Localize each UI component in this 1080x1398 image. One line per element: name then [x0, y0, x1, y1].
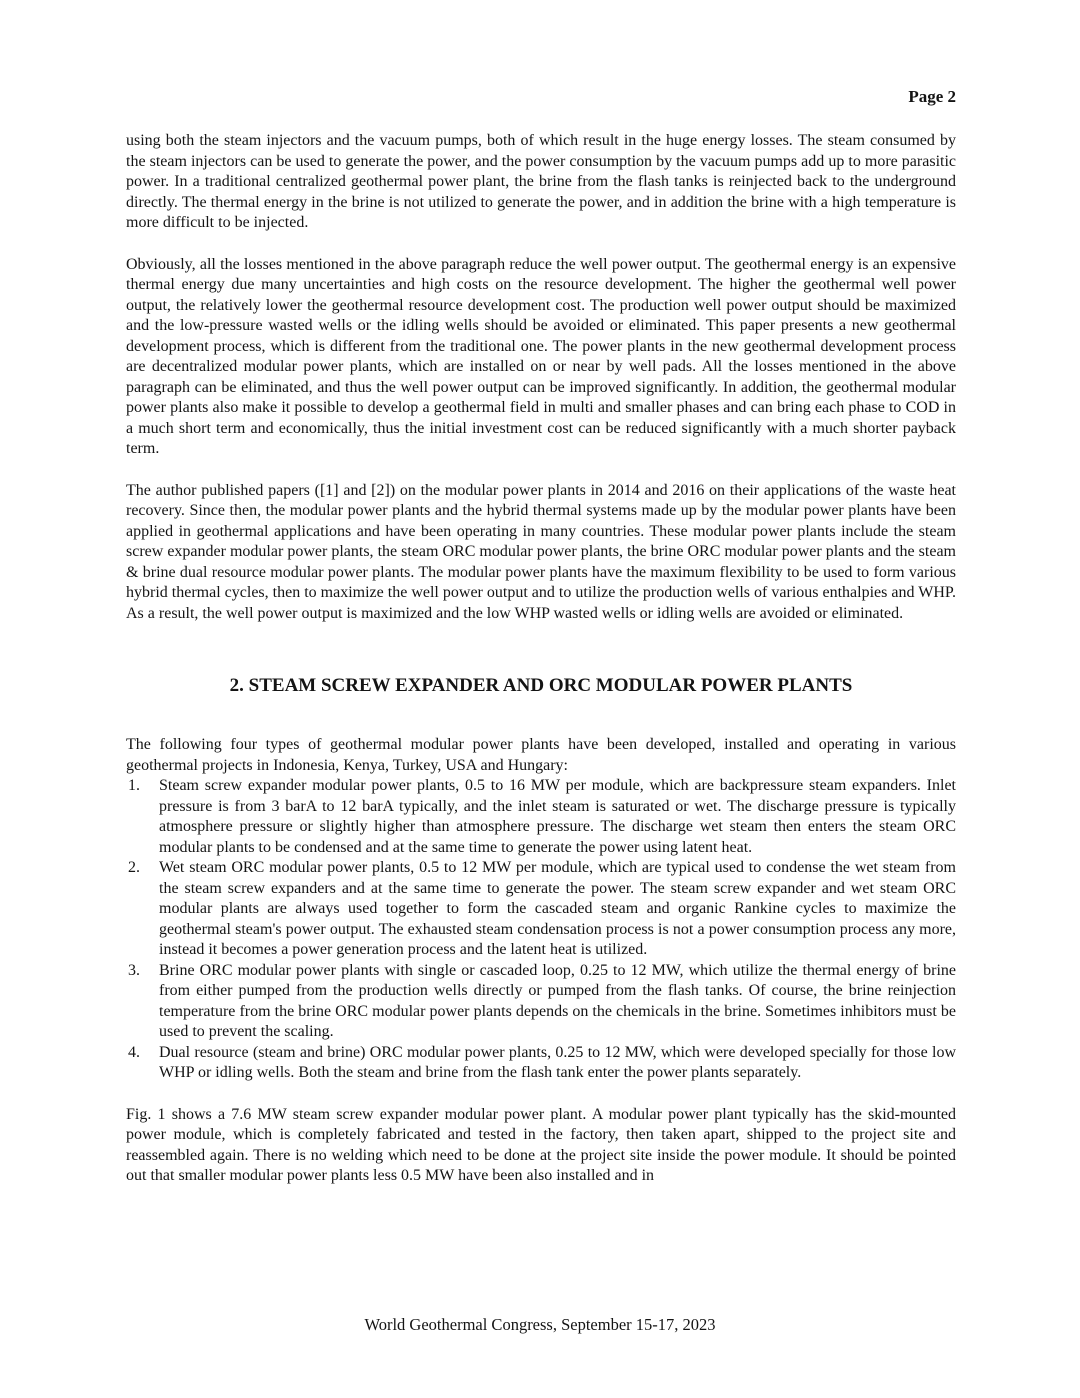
paragraph-fig1: Fig. 1 shows a 7.6 MW steam screw expander modular power plant. A modular power plant typically has the skid-mounted power module, which is completely fabricated and tested in the factory, then taken apart, shipped to the project site and reassembled again. There is no welding which need to be done at the project site inside the power module. It should be pointed out that smaller modular power plants less 0.5 MW have been also installed and in: [126, 1105, 956, 1184]
list-item-text: Brine ORC modular power plants with single or cascaded loop, 0.25 to 12 MW, which utilize the thermal energy of brine from either pumped from the production wells directly or pumped from the flash tanks. Of course, the brine reinjection temperature from the brine ORC modular power plants depends on the chemicals in the brine. Sometimes inhibitors must be used to prevent the scaling.: [159, 961, 956, 1040]
list-item-number: 4.: [128, 1043, 140, 1061]
list-item: [126, 776, 956, 858]
list-item-number: 1.: [128, 777, 140, 794]
list-item-text: Steam screw expander modular power plants, 0.5 to 16 MW per module, which are backpressure steam expanders. Inlet pressure is from 3 barA to 12 barA typically, and the inlet steam is saturated or wet. The discharge pressure is typically atmosphere pressure or slightly higher than atmosphere pressure. The discharge wet steam then enters the steam ORC modular plants to be condensed and at the same time to generate the power using latent heat.: [159, 777, 956, 856]
list-item-number: 2.: [128, 859, 140, 876]
page-number-header: Page 2: [908, 87, 956, 106]
page-content: [126, 0, 956, 1187]
list-item-text: Wet steam ORC modular power plants, 0.5 to 12 MW per module, which are typical used to condense the wet steam from the steam screw expanders and at the same time to generate the power. The steam screw expander and wet steam ORC modular plants are always used together to form the cascaded steam and organic Rankine cycles to maximize the geothermal steam's power output. The exhausted steam condensation process is not a power consumption process any more, instead it becomes a power generation process and the latent heat is utilized.: [159, 859, 956, 958]
list-item-text: Dual resource (steam and brine) ORC modular power plants, 0.25 to 12 MW, which were developed specially for those low WHP or idling wells. Both the steam and brine from the flash tank enter the power plants separately.: [159, 1043, 956, 1081]
numbered-list: [126, 776, 956, 1084]
paragraph-continuation: using both the steam injectors and the vacuum pumps, both of which result in the huge energy losses. The steam consumed by the steam injectors can be used to generate the power, and the power consumption by the vacuum pumps add up to more parasitic power. In a traditional centralized geothermal power plant, the brine from the flash tanks is reinjected back to the underground directly. The thermal energy in the brine is not utilized to generate the power, and in addition the brine with a high temperature is more difficult to be injected.: [126, 132, 956, 231]
list-item: [126, 1043, 956, 1084]
list-item: [126, 858, 956, 961]
list-item: [126, 961, 956, 1043]
section-heading: 2. STEAM SCREW EXPANDER AND ORC MODULAR POWER PLANTS: [229, 675, 853, 696]
list-item-number: 3.: [128, 961, 140, 979]
footer-conference-line: World Geothermal Congress, September 15-17, 2023: [364, 1315, 716, 1334]
paragraph-losses: Obviously, all the losses mentioned in the above paragraph reduce the well power output. The geothermal energy is an expensive thermal energy due many uncertainties and high costs on the resource development. The higher the geothermal well power output, the relatively lower the geothermal resource development cost. The production well power output should be maximized and the low-pressure wasted wells or the idling wells should be avoided or eliminated. This paper presents a new geothermal development process, which is different from the traditional one. The power plants in the new geothermal development process are decentralized modular power plants, which are installed on or near by well pads. All the losses mentioned in the above paragraph can be eliminated, and thus the well power output can be improved significantly. In addition, the geothermal modular power plants also make it possible to develop a geothermal field in multi and smaller phases and can bring each phase to COD in a much short term and economically, thus the initial investment cost can be reduced significantly with a much shorter payback term.: [126, 255, 956, 457]
paragraph-list-intro: The following four types of geothermal modular power plants have been developed, installed and operating in various geothermal projects in Indonesia, Kenya, Turkey, USA and Hungary:: [126, 736, 956, 774]
paragraph-author-papers: The author published papers ([1] and [2]) on the modular power plants in 2014 and 2016 on their applications of the waste heat recovery. Since then, the modular power plants and the hybrid thermal systems made up by the modular power plants have been applied in geothermal applications and have been operating in many countries. These modular power plants include the steam screw expander modular power plants, the steam ORC modular power plants, the brine ORC modular power plants and the steam & brine dual resource modular power plants. The modular power plants have the maximum flexibility to be used to form various hybrid thermal cycles, then to maximize the well power output and to utilize the production wells of various enthalpies and WHP. As a result, the well power output is maximized and the low WHP wasted wells or idling wells are avoided or eliminated.: [126, 481, 956, 622]
